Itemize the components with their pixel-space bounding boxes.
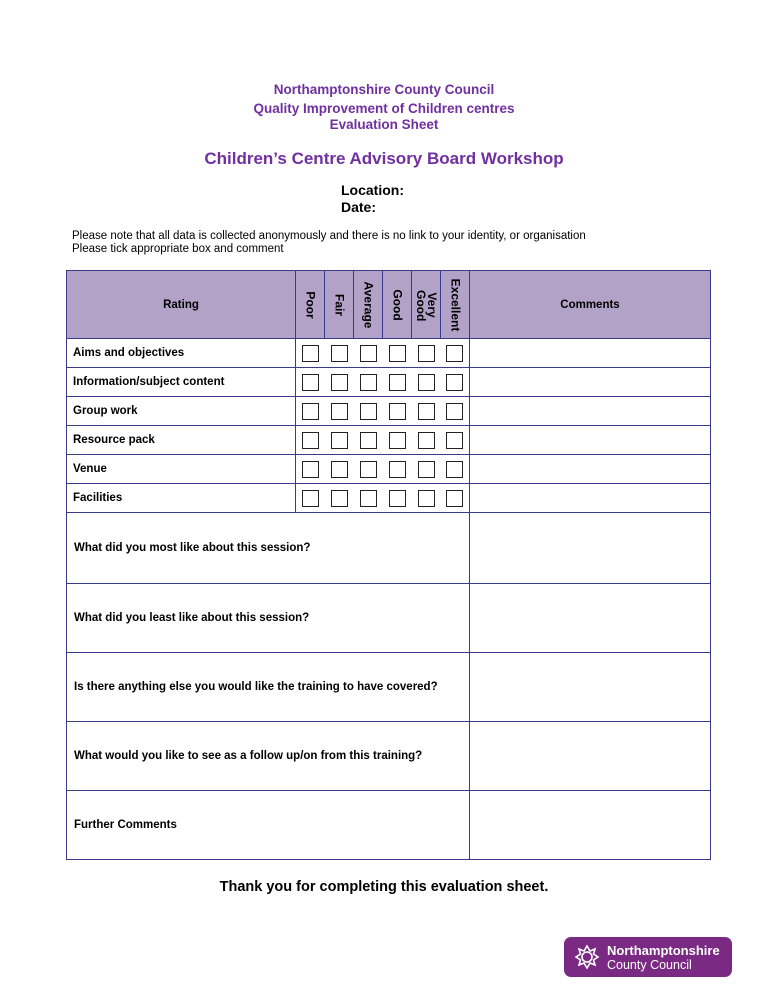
rating-checkbox[interactable] [302,461,319,478]
rating-checkbox[interactable] [360,374,377,391]
rose-icon [574,944,600,970]
table-row [67,368,711,397]
rating-checkbox[interactable] [302,374,319,391]
logo-line-1: Northamptonshire [607,943,720,958]
rating-checkbox[interactable] [360,490,377,507]
rating-checkbox[interactable] [418,490,435,507]
rating-checkbox[interactable] [331,403,348,420]
location-label: Location: [341,182,404,198]
rating-cell [383,455,412,484]
criterion-label: Information/subject content [67,368,296,397]
rating-checkbox[interactable] [446,403,463,420]
date-label: Date: [341,199,377,215]
rating-cell [325,484,354,513]
criterion-label: Venue [67,455,296,484]
rating-cell [296,484,325,513]
rating-checkbox[interactable] [446,461,463,478]
question-label: What would you like to see as a follow up/on from this training? [67,722,470,791]
comment-field[interactable] [470,455,711,484]
rating-checkbox[interactable] [360,461,377,478]
rating-cell [383,368,412,397]
rating-cell [441,484,470,513]
comment-field[interactable] [470,484,711,513]
comment-field[interactable] [470,397,711,426]
location-date-block [341,182,404,216]
rating-checkbox[interactable] [446,374,463,391]
table-row [67,339,711,368]
scale-average [354,271,383,339]
rating-checkbox[interactable] [446,490,463,507]
rating-cell [296,426,325,455]
rating-cell [354,484,383,513]
criterion-label: Group work [67,397,296,426]
scale-label: Poor [303,290,318,319]
rating-checkbox[interactable] [418,345,435,362]
scale-label: Excellent [448,278,463,331]
rating-checkbox[interactable] [418,374,435,391]
scale-poor [296,271,325,339]
rating-checkbox[interactable] [418,403,435,420]
rating-checkbox[interactable] [389,461,406,478]
rating-checkbox[interactable] [389,374,406,391]
subheading: Quality Improvement of Children centres [253,101,515,116]
comment-field[interactable] [470,791,711,860]
comment-field[interactable] [470,513,711,584]
table-row [67,484,711,513]
rating-checkbox[interactable] [302,490,319,507]
logo-line-2: County Council [607,958,692,972]
question-row [67,584,711,653]
thank-you-message: Thank you for completing this evaluation sheet. [219,879,549,895]
rating-cell [412,339,441,368]
instructions [72,230,586,256]
comment-field[interactable] [470,653,711,722]
rating-cell [296,455,325,484]
rating-checkbox[interactable] [331,490,348,507]
scale-label: Average [361,281,376,328]
table-row [67,397,711,426]
comment-field[interactable] [470,339,711,368]
rating-cell [325,455,354,484]
question-row [67,722,711,791]
rating-cell [441,455,470,484]
rating-checkbox[interactable] [360,432,377,449]
rating-checkbox[interactable] [389,345,406,362]
rating-checkbox[interactable] [418,432,435,449]
rating-cell [354,339,383,368]
rating-cell [325,339,354,368]
question-label: Is there anything else you would like the training to have covered? [67,653,470,722]
rating-cell [412,484,441,513]
rating-checkbox[interactable] [360,345,377,362]
rating-checkbox[interactable] [302,345,319,362]
question-label: What did you least like about this session? [67,584,470,653]
criterion-label: Facilities [67,484,296,513]
comment-field[interactable] [470,368,711,397]
rating-cell [325,397,354,426]
rating-cell [412,397,441,426]
comments-header: Comments [470,271,711,339]
question-row [67,791,711,860]
rating-cell [296,397,325,426]
question-row [67,513,711,584]
rating-checkbox[interactable] [331,374,348,391]
rating-checkbox[interactable] [446,345,463,362]
rating-cell [441,397,470,426]
tick-note: Please tick appropriate box and comment [72,243,284,255]
rating-checkbox[interactable] [360,403,377,420]
question-row [67,653,711,722]
rating-cell [354,397,383,426]
table-row [67,426,711,455]
rating-checkbox[interactable] [302,432,319,449]
evaluation-table [66,270,711,860]
rating-cell [325,368,354,397]
rating-cell [325,426,354,455]
rating-header: Rating [67,271,296,339]
rating-cell [441,368,470,397]
rating-cell [296,339,325,368]
rating-checkbox[interactable] [446,432,463,449]
criterion-label: Resource pack [67,426,296,455]
council-logo [564,937,732,977]
criterion-label: Aims and objectives [67,339,296,368]
sheet-type: Evaluation Sheet [329,117,439,132]
org-heading: Northamptonshire County Council [273,82,495,97]
rating-cell [296,368,325,397]
rating-checkbox[interactable] [389,432,406,449]
scale-label: Fair [332,293,347,316]
table-row [67,455,711,484]
rating-cell [383,339,412,368]
rating-cell [354,368,383,397]
rating-checkbox[interactable] [389,403,406,420]
rating-cell [412,368,441,397]
question-label: What did you most like about this session? [67,513,470,584]
rating-cell [354,426,383,455]
scale-fair [325,271,354,339]
comment-field[interactable] [470,426,711,455]
anonymity-note: Please note that all data is collected anonymously and there is no link to your identity, or organisation [72,230,586,242]
rating-cell [412,426,441,455]
rating-checkbox[interactable] [418,461,435,478]
table-header-row [67,271,711,339]
rating-cell [441,339,470,368]
question-label: Further Comments [67,791,470,860]
scale-excellent [441,271,470,339]
rating-checkbox[interactable] [331,461,348,478]
rating-cell [412,455,441,484]
scale-label: Very Good [414,289,439,321]
rating-checkbox[interactable] [302,403,319,420]
rating-checkbox[interactable] [331,345,348,362]
scale-very-good [412,271,441,339]
comment-field[interactable] [470,722,711,791]
rating-cell [354,455,383,484]
rating-cell [441,426,470,455]
scale-good [383,271,412,339]
rating-checkbox[interactable] [389,490,406,507]
rating-checkbox[interactable] [331,432,348,449]
rating-cell [383,426,412,455]
comment-field[interactable] [470,584,711,653]
scale-label: Good [390,288,405,321]
rating-cell [383,397,412,426]
page-title: Children’s Centre Advisory Board Workshop [204,149,564,168]
rating-cell [383,484,412,513]
